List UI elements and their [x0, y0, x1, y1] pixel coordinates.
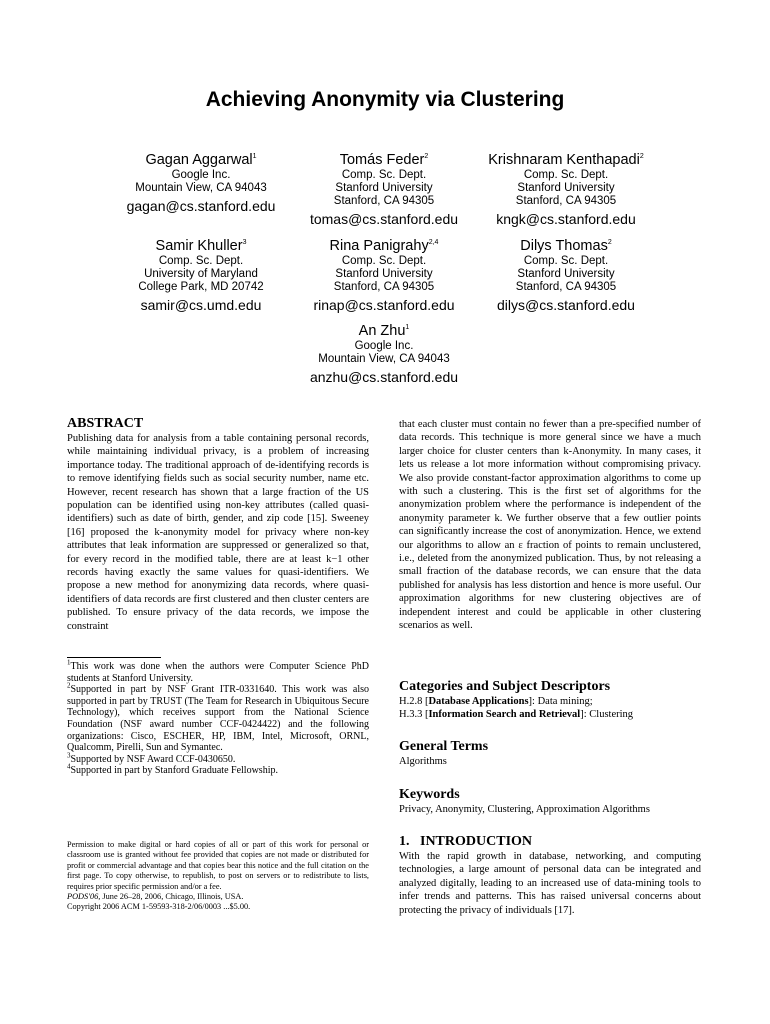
author-affiliation: Stanford University [335, 267, 433, 280]
author-affiliation: Comp. Sc. Dept. [341, 168, 427, 181]
abstract-continued-text: that each cluster must contain no fewer than a pre-specified number of data records. This technique is more general since we have a much larger choice for cluster centers than k-Anonymity. In many cases, it lets us release a lot more information without compromising privacy. We also provide constant-factor approximation algorithms to come up with such a clustering. This is the first set of algorithms for the anonymization problem where the performance is independent of the anonymity parameter k. We further observe that a few outlier points can significantly increase the cost of anonymization. Hence, we extend our algorithms to allow an ε fraction of points to remain unclustered, i.e., deleted from the anonymized publication. Thus, by not releasing a small fraction of the database records, we can ensure that the data published for analysis has less distortion and hence is more useful. Our approximation algorithms for new clustering objectives are of independent interest and could be applicable in other clustering scenarios as well. [399, 419, 701, 632]
copyright-line: Copyright 2006 ACM 1-59593-318-2/06/0003 ...$5.00. [67, 902, 251, 912]
introduction-text: With the rapid growth in database, networking, and computing technologies, a large amount of personal data can be integrated and analyzed digitally, leading to an increased use of data-mining tools to infer trends and patterns. This has raised universal concerns about protecting the privacy of individuals [17]. [399, 851, 701, 916]
author-affiliation: Mountain View, CA 94043 [135, 181, 267, 194]
introduction-section [399, 833, 701, 917]
author-affiliation: Stanford University [517, 267, 615, 280]
footnote [67, 751, 369, 766]
abstract-continued [399, 418, 701, 633]
general-terms-text: Algorithms [399, 756, 447, 767]
author-affiliation: Google Inc. [171, 168, 231, 181]
author-sup: 3 [242, 239, 247, 247]
keywords-section [399, 786, 701, 816]
footnotes [67, 658, 369, 777]
author-block [284, 323, 484, 385]
author-affiliation: University of Maryland [144, 267, 258, 280]
author-sup: 2 [639, 153, 644, 161]
category-line: H.2.8 [Database Applications]: Data mining; [399, 696, 593, 707]
footnote-mark: 2 [67, 681, 71, 690]
footnote [67, 681, 369, 754]
author-name: Rina Panigrahy [329, 238, 429, 254]
author-affiliation: Comp. Sc. Dept. [523, 168, 609, 181]
author-block [101, 152, 301, 214]
category-name: Information Search and Retrieval [428, 709, 581, 721]
venue-line [67, 892, 369, 902]
author-block [284, 238, 484, 313]
author-affiliation: Mountain View, CA 94043 [318, 352, 450, 365]
author-name: Krishnaram Kenthapadi [488, 152, 640, 168]
permission-text: Permission to make digital or hard copies of all or part of this work for personal or classroom use is granted without fee provided that copies are not made or distributed for profit or commercial advantage and that copies bear this notice and the full citation on the first page. To copy otherwise, to republish, to post on servers or to redistribute to lists, requires prior specific permission and/or a fee. [67, 840, 369, 891]
keywords-heading: Keywords [399, 787, 460, 802]
abstract-text: Publishing data for analysis from a table containing personal records, while maintaining individual privacy, is a problem of increasing importance today. The traditional approach of de-identifying records is to remove identifying fields such as social security number, name etc. However, recent research has shown that a large fraction of the US population can be identified using non-key attributes (called quasi-identifiers) such as date of birth, gender, and zip code [15]. Sweeney [16] proposed the k-anonymity model for privacy where non-key attributes that leak information are suppressed or generalized so that, for every record in the modified table, there are at least k−1 other records having exactly the same values for quasi-identifiers. We propose a new method for anonymizing data records, where quasi-identifiers of data records are first clustered and then cluster centers are published. To ensure privacy of the data records, we impose the constraint [67, 433, 369, 632]
author-name: Gagan Aggarwal [145, 152, 253, 168]
author-email: tomas@cs.stanford.edu [309, 211, 459, 228]
author-block [466, 152, 666, 227]
footnote-mark: 1 [67, 658, 71, 667]
footnote-mark: 3 [67, 751, 71, 760]
abstract-section [67, 415, 369, 633]
author-name: Tomás Feder [339, 152, 425, 168]
author-email: anzhu@cs.stanford.edu [309, 369, 459, 386]
categories-section [399, 678, 701, 722]
footnote [67, 765, 369, 777]
footnote [67, 658, 369, 684]
author-name: Dilys Thomas [520, 238, 608, 254]
author-sup: 2 [424, 153, 429, 161]
author-block [101, 238, 301, 313]
author-block [284, 152, 484, 227]
author-sup: 1 [252, 153, 257, 161]
author-sup: 2 [607, 239, 612, 247]
author-affiliation: Stanford, CA 94305 [515, 281, 617, 294]
footnote-rule [67, 657, 161, 658]
general-terms-heading: General Terms [399, 739, 489, 754]
introduction-heading: 1. INTRODUCTION [399, 834, 533, 849]
author-sup: 1 [405, 324, 410, 332]
venue-name: PODS'06, [67, 892, 101, 902]
footnote-text: This work was done when the authors were Computer Science PhD students at Stanford University. [67, 661, 369, 684]
author-affiliation: Stanford University [517, 181, 615, 194]
author-affiliation: Stanford, CA 94305 [515, 195, 617, 208]
author-affiliation: Stanford University [335, 181, 433, 194]
author-affiliation: Comp. Sc. Dept. [523, 254, 609, 267]
author-affiliation: Google Inc. [354, 339, 414, 352]
author-sup: 2,4 [428, 239, 439, 247]
author-name: An Zhu [358, 323, 406, 339]
category-name: Database Applications [428, 696, 529, 707]
footnote-text: Supported in part by Stanford Graduate Fellowship. [70, 765, 278, 777]
author-affiliation: Comp. Sc. Dept. [158, 254, 244, 267]
permission-notice [67, 840, 369, 913]
author-affiliation: Stanford, CA 94305 [333, 281, 435, 294]
footnote-text: Supported in part by NSF Grant ITR-0331640. This work was also supported in part by TRUST (The Team for Research in Ubiquitous Secure Technology), which receives support from the National Science Foundation (NSF award number CCF-0424422) and the following organizations: Cisco, ESCHER, HP, IBM, Intel, Microsoft, ORNL, Qualcomm, Pirelli, Sun and Symantec. [67, 684, 369, 754]
author-affiliation: Stanford, CA 94305 [333, 195, 435, 208]
footnote-mark: 4 [67, 763, 71, 772]
author-email: kngk@cs.stanford.edu [496, 211, 636, 228]
abstract-heading: ABSTRACT [67, 416, 144, 431]
general-terms-section [399, 738, 701, 768]
paper-title: Achieving Anonymity via Clustering [205, 88, 565, 111]
author-email: rinap@cs.stanford.edu [313, 297, 455, 314]
author-name: Samir Khuller [155, 238, 243, 254]
author-affiliation: Comp. Sc. Dept. [341, 254, 427, 267]
venue-details: June 26–28, 2006, Chicago, Illinois, USA. [100, 892, 244, 902]
categories-heading: Categories and Subject Descriptors [399, 679, 611, 694]
author-email: dilys@cs.stanford.edu [497, 297, 635, 314]
author-affiliation: College Park, MD 20742 [138, 281, 264, 294]
author-email: gagan@cs.stanford.edu [126, 198, 276, 215]
author-email: samir@cs.umd.edu [140, 297, 262, 314]
author-block [466, 238, 666, 313]
footnote-text: Supported by NSF Award CCF-0430650. [70, 753, 236, 765]
keywords-text: Privacy, Anonymity, Clustering, Approximation Algorithms [399, 804, 650, 815]
category-line: H.3.3 [Information Search and Retrieval]: Clustering [399, 709, 634, 721]
